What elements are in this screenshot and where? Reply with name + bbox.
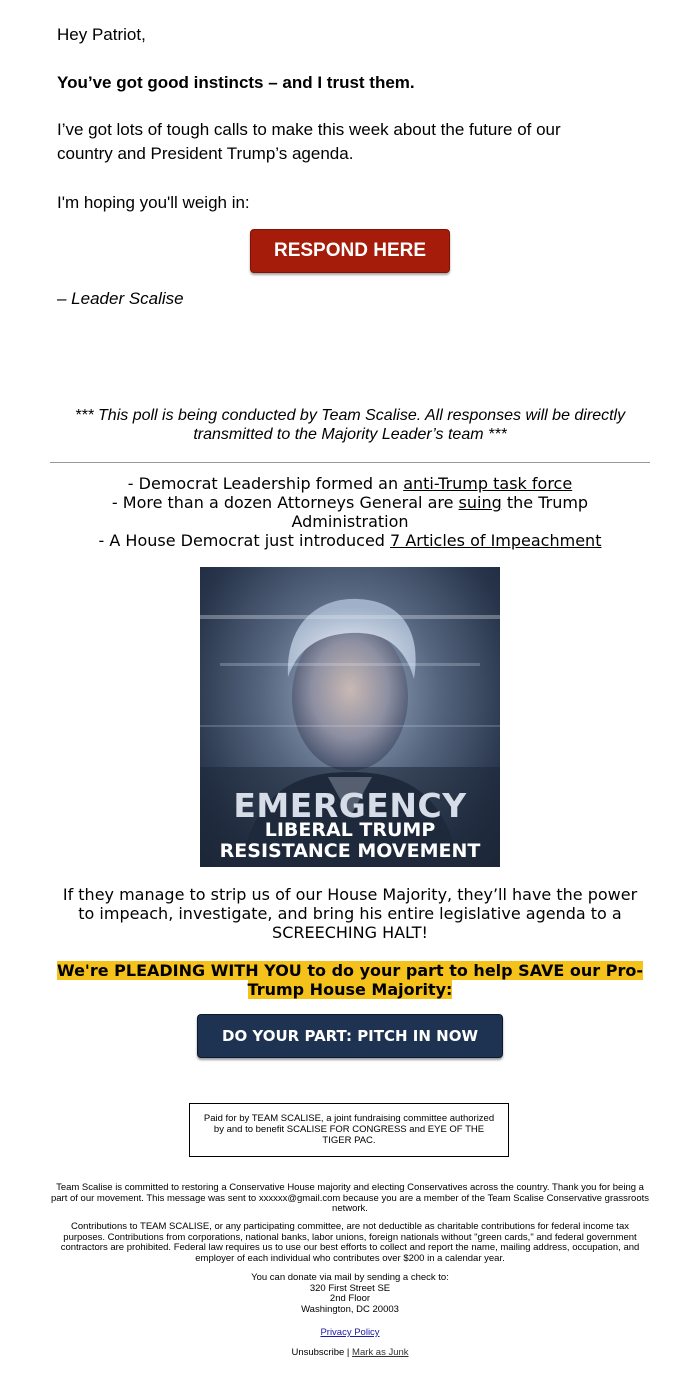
headline: You’ve got good instincts – and I trust them. [57,73,415,92]
hero-subtitle-line2: RESISTANCE MOVEMENT [219,840,481,862]
greeting: Hey Patriot, [57,25,146,44]
address-line-1: 320 First Street SE [309,1282,391,1294]
bullet-impeachment [55,531,645,550]
intro-paragraph: I’ve got lots of tough calls to make this week about the future of our country and President Trump’s agenda. [57,120,561,163]
divider [50,462,650,463]
bullet-attorneys-general [55,493,645,531]
footer-privacy [50,1328,650,1339]
footer-separator: | [344,1347,353,1358]
pleading-highlight: We're PLEADING WITH YOU to do your part to help SAVE our Pro-Trump House Majority: [57,961,643,999]
mail-intro: You can donate via mail by sending a check to: [251,1272,449,1283]
address-line-3: Washington, DC 20003 [301,1303,399,1315]
hero-subtitle-line1: LIBERAL TRUMP [264,819,436,841]
bullet-text: - Democrat Leadership formed an [127,474,404,493]
anti-trump-task-force-link[interactable]: anti-Trump task force [403,474,573,493]
bullet-text: - A House Democrat just introduced [98,531,391,550]
mark-as-junk-link[interactable]: Mark as Junk [352,1347,409,1358]
suing-link[interactable]: suing [458,493,502,512]
bullet-task-force [55,474,645,493]
articles-of-impeachment-link[interactable]: 7 Articles of Impeachment [390,531,602,550]
footer-mail-address [50,1273,650,1315]
hero-subtitle [200,820,500,862]
footer-mission: Team Scalise is committed to restoring a Conservative House majority and electing Conservatives across the country. Thank you for being a part of our movement. This message was sent to xxxxxx@gmail.com because you are a member of the Team Scalise Conservative grassroots network. [50,1182,650,1214]
weigh-in-text: I'm hoping you'll weigh in: [57,193,250,212]
footer-contributions: Contributions to TEAM SCALISE, or any participating committee, are not deductible as charitable contributions for federal income tax purposes. Contributions from corporations, national banks, labor unions, foreign nationals without "green cards," and federal government contractors are prohibited. Federal law requires us to use our best efforts to collect and report the name, mailing address, occupation, and employer of each individual who contributes over $200 in a calendar year. [60,1221,640,1264]
poll-disclaimer: *** This poll is being conducted by Team Scalise. All responses will be directly transmitted to the Majority Leader’s team *** [74,407,626,443]
unsubscribe-link[interactable]: Unsubscribe [291,1347,345,1358]
bullet-text: the Trump Administration [291,493,589,531]
paid-for-box: Paid for by TEAM SCALISE, a joint fundraising committee authorized by and to benefit SCALISE FOR CONGRESS and EYE OF THE TIGER PAC. [189,1103,509,1157]
bullet-text: - More than a dozen Attorneys General are [111,493,459,512]
pitch-in-now-button[interactable]: DO YOUR PART: PITCH IN NOW [197,1014,503,1058]
pleading-callout [50,961,650,999]
majority-warning-text: If they manage to strip us of our House Majority, they’ll have the power to impeach, investigate, and bring his entire legislative agenda to a SCREECHING HALT! [62,885,638,942]
respond-here-button[interactable]: RESPOND HERE [250,229,450,273]
emergency-hero-image[interactable] [200,567,500,867]
footer-unsubscribe [50,1348,650,1359]
privacy-policy-link[interactable]: Privacy Policy [320,1327,380,1338]
address-line-2: 2nd Floor [329,1293,371,1304]
emergency-title: EMERGENCY [233,786,467,825]
signature: – Leader Scalise [57,289,184,308]
